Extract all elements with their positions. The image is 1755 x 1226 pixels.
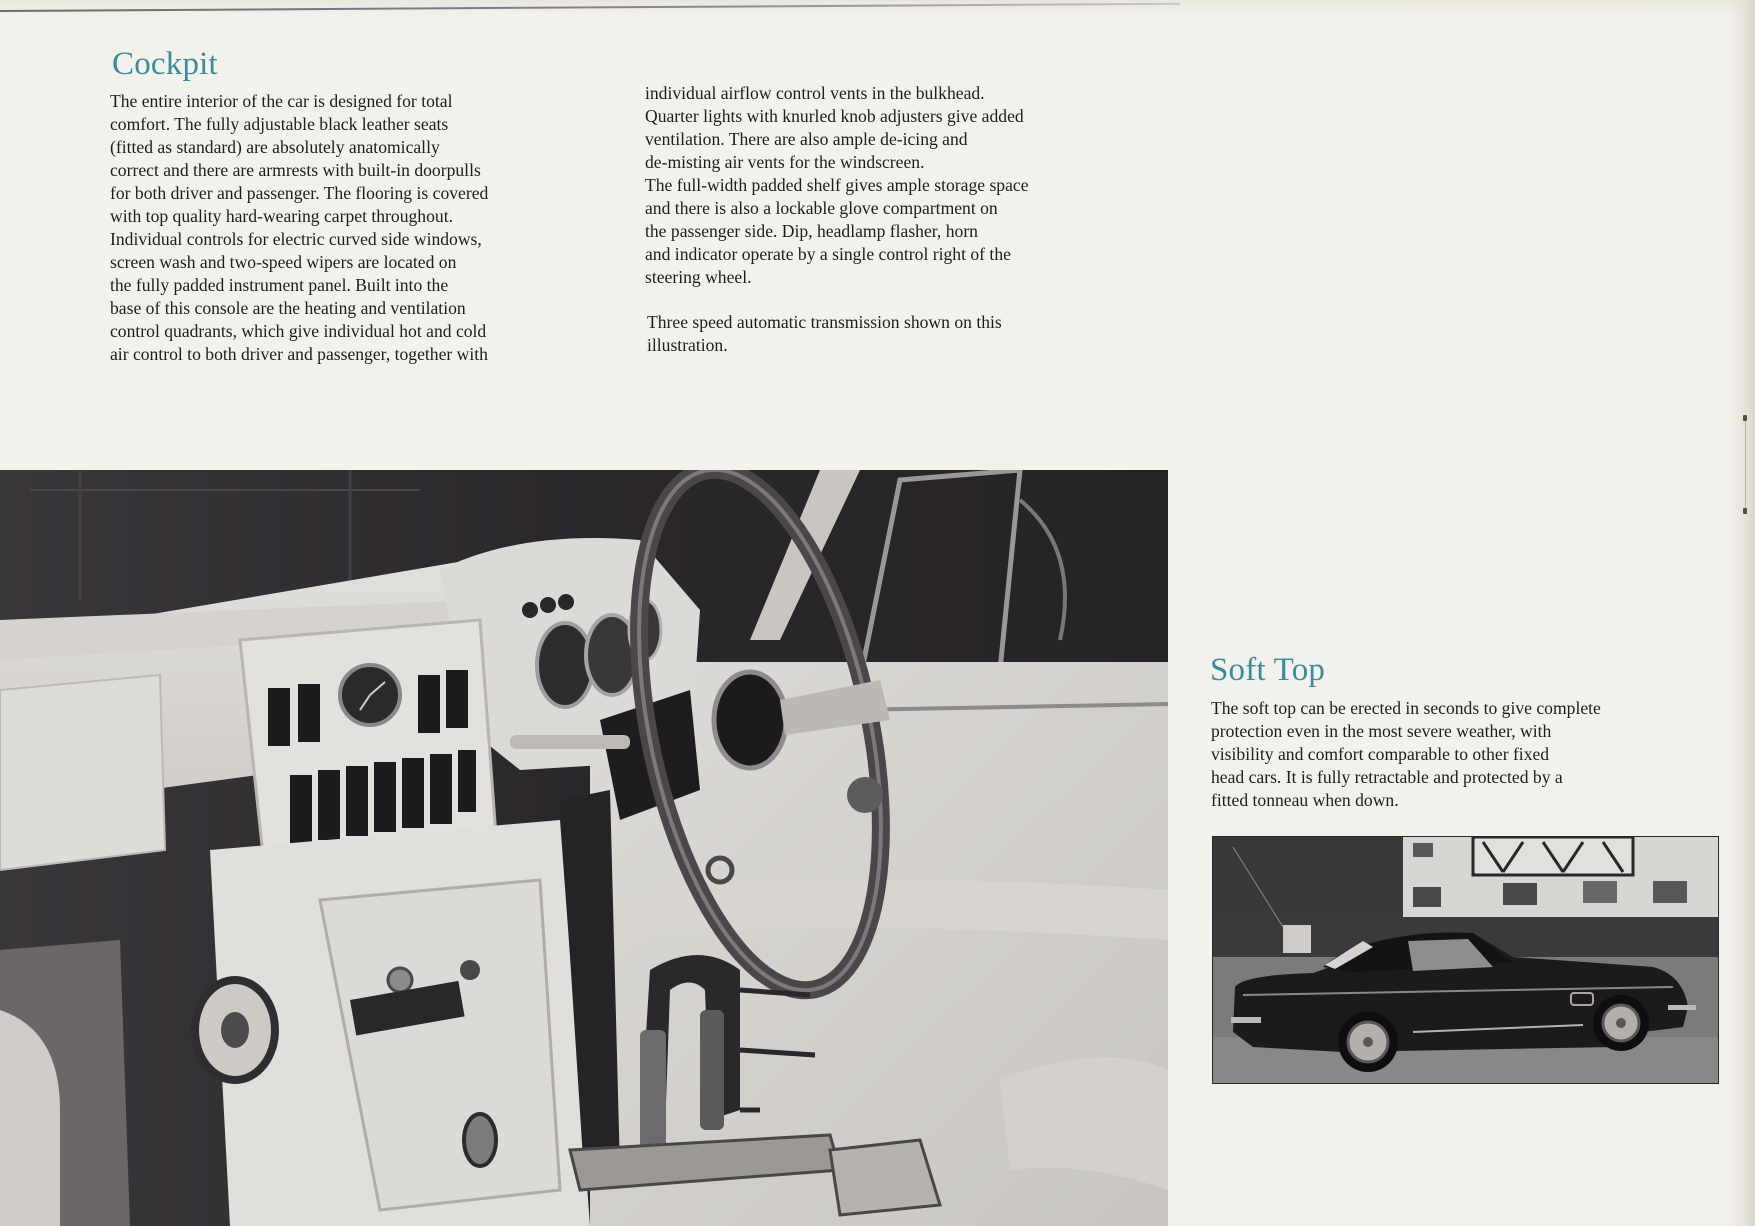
page-gutter-shadow [1727,0,1755,1226]
soft-top-text [1211,697,1601,812]
text-line: and there is also a lockable glove compartment on [645,198,998,218]
text-line: with top quality hard-wearing carpet throughout. [110,206,453,226]
cockpit-text-column-1 [110,90,488,366]
cockpit-heading: Cockpit [112,46,218,82]
text-line: the fully padded instrument panel. Built into the [110,275,449,295]
text-line: individual airflow control vents in the bulkhead. [645,83,985,103]
text-line: illustration. [647,335,728,355]
soft-top-heading: Soft Top [1210,652,1326,688]
staple-icon [1743,415,1747,421]
cockpit-text-column-2 [645,82,1029,289]
cockpit-photo [0,470,1168,1226]
text-line: The entire interior of the car is designed for total [110,91,453,111]
text-line: air control to both driver and passenger, together with [110,344,488,364]
staple-icon [1743,508,1747,514]
text-line: (fitted as standard) are absolutely anatomically [110,137,440,157]
text-line: control quadrants, which give individual hot and cold [110,321,487,341]
text-line: comfort. The fully adjustable black leather seats [110,114,449,134]
text-line: head cars. It is fully retractable and protected by a [1211,767,1563,787]
text-line: the passenger side. Dip, headlamp flasher, horn [645,221,978,241]
text-line: correct and there are armrests with built-in doorpulls [110,160,481,180]
text-line: ventilation. There are also ample de-icing and [645,129,968,149]
text-line: Individual controls for electric curved side windows, [110,229,482,249]
text-line: steering wheel. [645,267,752,287]
text-line: and indicator operate by a single control right of the [645,244,1011,264]
text-line: The full-width padded shelf gives ample storage space [645,175,1029,195]
text-line: screen wash and two-speed wipers are located on [110,252,457,272]
text-line: Quarter lights with knurled knob adjusters give added [645,106,1024,126]
text-line: visibility and comfort comparable to other fixed [1211,744,1550,764]
text-line: The soft top can be erected in seconds to give complete [1211,698,1601,718]
text-line: Three speed automatic transmission shown on this [647,312,1002,332]
text-line: for both driver and passenger. The flooring is covered [110,183,489,203]
soft-top-car-photo [1212,836,1719,1084]
text-line: fitted tonneau when down. [1211,790,1399,810]
text-line: base of this console are the heating and ventilation [110,298,466,318]
text-line: protection even in the most severe weather, with [1211,721,1552,741]
text-line: de-misting air vents for the windscreen. [645,152,925,172]
binding-line [1745,420,1746,510]
cockpit-photo-caption [647,311,1002,357]
